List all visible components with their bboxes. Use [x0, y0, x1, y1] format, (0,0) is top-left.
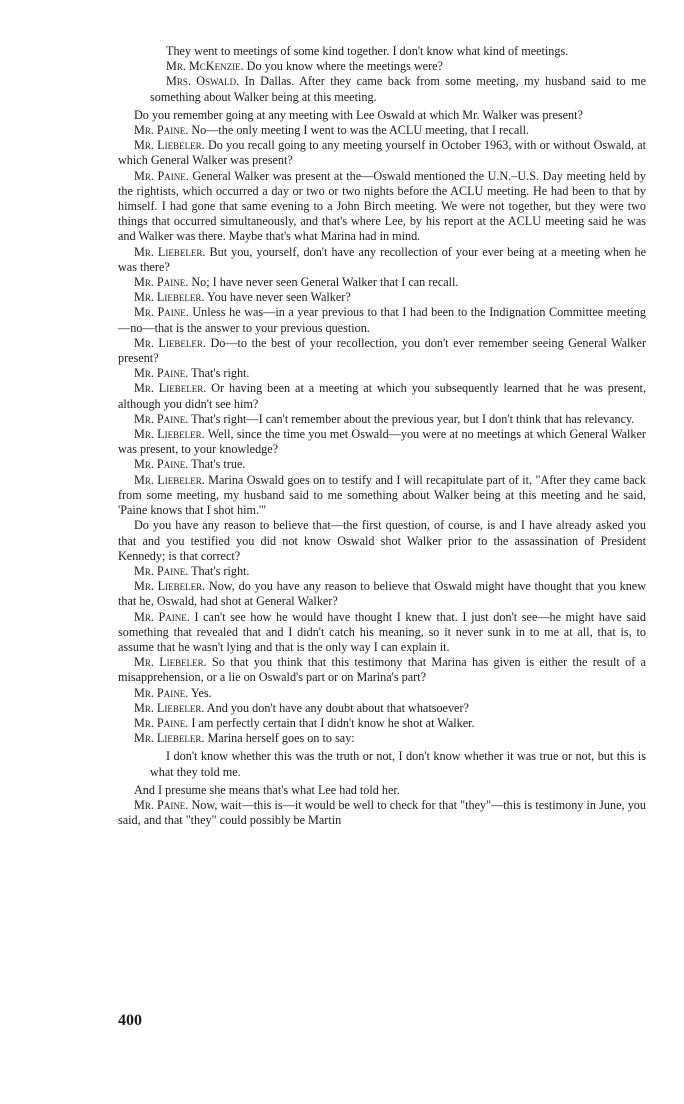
speaker-label: Mr. Liebeler.: [134, 427, 205, 442]
speaker-label: Mr. Liebeler.: [134, 138, 205, 153]
paragraph: [118, 108, 646, 123]
paragraph: [118, 290, 646, 305]
paragraph: [118, 138, 646, 168]
body-text: [118, 44, 646, 828]
paragraph-text: General Walker was present at the—Oswald mentioned the U.N.–U.S. Day meeting held by the rightists, which occurred a day or two or two nights before the ACLU meeting. He had been to that by himself. I had gone that same evening to a John Birch meeting. We were not together, but they were two things that occurred simultaneously, and that's where Lee, by his report at the ACLU meeting said he was and Walker was there. Maybe that's what Marina had in mind.: [118, 168, 646, 244]
paragraph: [118, 305, 646, 335]
quoted-paragraph: [150, 749, 646, 779]
paragraph-text: That's right.: [188, 563, 250, 578]
speaker-label: Mr. Liebeler.: [134, 472, 205, 487]
paragraph-text: Marina Oswald goes on to testify and I will recapitulate part of it, "After they came back from some meeting, my husband said to me something about Walker being at this meeting and he said, 'Paine knows that I shot him.'": [118, 472, 646, 518]
speaker-label: Mr. Paine.: [134, 563, 189, 578]
paragraph: [118, 366, 646, 381]
speaker-label: Mr. Liebeler.: [134, 335, 206, 350]
paragraph-text: Do you have any reason to believe that—the first question, of course, is and I have already asked you that and you testified you did not know Oswald shot Walker prior to the assassination of President Kennedy; is that correct?: [118, 518, 646, 563]
paragraph: [118, 457, 646, 472]
quoted-paragraph: [150, 74, 646, 104]
paragraph-text: Do you remember going at any meeting with Lee Oswald at which Mr. Walker was present?: [134, 107, 583, 122]
paragraph-text: So that you think that this testimony that Marina has given is either the result of a misapprehension, or a lie on Oswald's part or on Marina's part?: [118, 655, 646, 685]
speaker-label: Mr. Liebeler.: [134, 244, 206, 259]
paragraph-text: I don't know whether this was the truth or not, I don't know whether it was true or not, but this is what they told me.: [150, 749, 646, 779]
speaker-label: Mr. Paine.: [134, 366, 189, 381]
paragraph: [118, 701, 646, 716]
speaker-label: Mr. Paine.: [134, 123, 189, 138]
paragraph-text: But you, yourself, don't have any recollection of your ever being at a meeting when he was there?: [118, 244, 646, 274]
speaker-label: Mr. Paine.: [134, 168, 189, 183]
paragraph: [118, 245, 646, 275]
speaker-label: Mr. Liebeler.: [134, 290, 205, 305]
paragraph: [118, 412, 646, 427]
speaker-label: Mr. Paine.: [134, 457, 189, 472]
paragraph: [118, 123, 646, 138]
paragraph: [118, 686, 646, 701]
paragraph-text: Unless he was—in a year previous to that I had been to the Indignation Committee meeting—no—that is the answer to your previous question.: [118, 305, 646, 335]
paragraph-text: And you don't have any doubt about that whatsoever?: [204, 700, 469, 715]
speaker-label: Mr. Paine.: [134, 411, 189, 426]
speaker-label: Mr. Paine.: [134, 797, 189, 812]
paragraph-text: That's true.: [188, 457, 246, 472]
paragraph: [118, 564, 646, 579]
page-number: 400: [118, 1012, 142, 1029]
paragraph-text: I am perfectly certain that I didn't know he shot at Walker.: [188, 715, 475, 730]
paragraph-text: Yes.: [188, 685, 212, 700]
paragraph: [118, 381, 646, 411]
speaker-label: Mr. Liebeler.: [134, 381, 207, 396]
paragraph-text: That's right—I can't remember about the previous year, but I don't think that has relevancy.: [188, 411, 635, 426]
paragraph: [118, 610, 646, 656]
paragraph: [118, 783, 646, 798]
paragraph-text: Do you recall going to any meeting yourself in October 1963, with or without Oswald, at which General Walker was present?: [118, 138, 646, 168]
paragraph-text: Marina herself goes on to say:: [204, 731, 355, 746]
paragraph: [118, 731, 646, 746]
paragraph: [118, 275, 646, 290]
paragraph-text: No; I have never seen General Walker that I can recall.: [188, 275, 459, 290]
paragraph: [118, 473, 646, 519]
paragraph-text: No—the only meeting I went to was the ACLU meeting, that I recall.: [188, 123, 530, 138]
paragraph: [118, 169, 646, 245]
paragraph: [118, 579, 646, 609]
paragraph-text: That's right.: [188, 366, 250, 381]
speaker-label: Mr. Paine.: [134, 305, 189, 320]
paragraph-text: They went to meetings of some kind together. I don't know what kind of meetings.: [166, 44, 569, 58]
paragraph-text: Well, since the time you met Oswald—you were at no meetings at which General Walker was present, to your knowledge?: [118, 427, 646, 457]
speaker-label: Mrs. Oswald.: [166, 74, 240, 89]
paragraph-text: Now, wait—this is—it would be well to check for that "they"—this is testimony in June, you said, and that "they" could possibly be Martin: [118, 797, 646, 828]
speaker-label: Mr. Paine.: [134, 609, 190, 624]
paragraph-text: And I presume she means that's what Lee had told her.: [134, 782, 400, 797]
quoted-paragraph: [150, 59, 646, 74]
paragraph: [118, 427, 646, 457]
document-page: [118, 44, 646, 828]
paragraph-text: In Dallas. After they came back from some meeting, my husband said to me something about Walker being at this meeting.: [150, 74, 646, 104]
quoted-paragraph: [150, 44, 646, 59]
paragraph: [118, 518, 646, 564]
paragraph: [118, 655, 646, 685]
paragraph: [118, 336, 646, 366]
paragraph-text: I can't see how he would have thought I knew that. I just don't see—he might have said something that revealed that and I didn't catch his meaning, so it never sunk in to me at all, that is, to assume that he wasn't lying and that is the only way I can explain it.: [118, 609, 646, 654]
paragraph: [118, 798, 646, 828]
paragraph-text: Do—to the best of your recollection, you don't ever remember seeing General Walker present?: [118, 335, 646, 366]
speaker-label: Mr. Liebeler.: [134, 655, 207, 670]
speaker-label: Mr. Liebeler.: [134, 579, 206, 594]
paragraph-text: Do you know where the meetings were?: [243, 59, 443, 74]
paragraph-text: Or having been at a meeting at which you subsequently learned that he was present, although you didn't see him?: [118, 381, 646, 411]
speaker-label: Mr. Paine.: [134, 685, 189, 700]
paragraph-text: You have never seen Walker?: [204, 290, 351, 305]
speaker-label: Mr. Paine.: [134, 275, 189, 290]
speaker-label: Mr. Paine.: [134, 715, 189, 730]
speaker-label: Mr. Liebeler.: [134, 700, 205, 715]
speaker-label: Mr. Liebeler.: [134, 731, 205, 746]
speaker-label: Mr. McKenzie.: [166, 59, 244, 74]
paragraph: [118, 716, 646, 731]
paragraph-text: Now, do you have any reason to believe that Oswald might have thought that you knew that he, Oswald, had shot at General Walker?: [118, 579, 646, 609]
